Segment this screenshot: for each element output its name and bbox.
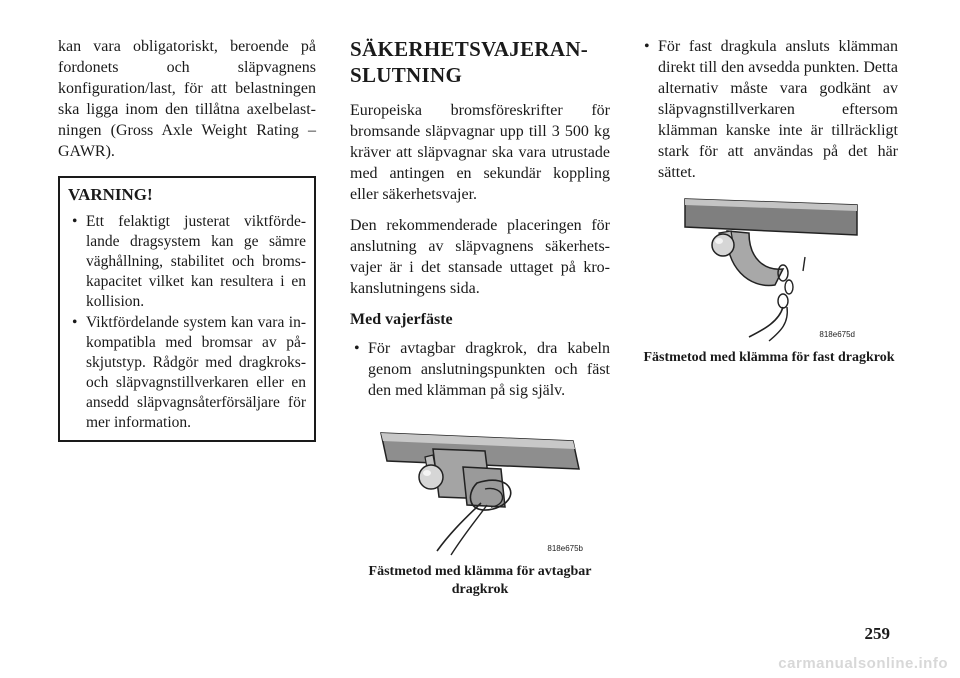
column-left [58,36,316,442]
body-paragraph: Den rekommenderade placeringen för anslutning av släpvagnens säkerhets-vajer är i det stansade uttaget på kro-kanslutningens sida. [350,217,610,297]
figure-caption: Fästmetod med klämma för fast dragkrok [643,350,895,365]
bullet-icon: • [354,340,360,357]
bullet-icon: • [644,38,650,55]
removable-hitch-illustration [373,411,587,557]
list-item-text: För fast dragkula ansluts klämman direkt till den avsedda punkten. Detta alternativ måste vara godkänt av släpvagnstillverkaren eftersom klämman kanske inte är tillräckligt stark för att användas på det här sättet. [658,38,898,181]
column-middle [350,36,610,599]
bullet-icon: • [72,213,78,230]
removable-hitch-figure [373,411,587,557]
section-heading: SÄKERHETSVAJERAN-SLUTNING [350,37,589,87]
figure-code: 818e675b [547,544,583,553]
bullet-list [640,36,898,183]
figure-code: 818e675d [819,330,855,339]
bullet-list [350,338,610,401]
bullet-icon: • [72,314,78,331]
warning-item-text: Ett felaktigt justerat viktförde-lande dragsystem kan ge sämre väghållning, stabilitet och broms-kapacitet vilket kan resultera i en kollision. [86,213,306,310]
figure-caption: Fästmetod med klämma för avtagbar dragkrok [368,564,592,597]
list-item [350,338,610,401]
warning-item-text: Viktfördelande system kan vara in-kompatibla med bromsar av på-skjutstyp. Rådgör med dragkroks- och släpvagnstillverkaren eller en ansedd släpvagnsåterförsäljare för mer information. [86,314,306,431]
body-paragraph: Europeiska bromsföreskrifter för bromsande släpvagnar upp till 3 500 kg kräver att släpvagnar ska vara utrustade med antingen en sekundär koppling eller säkerhetsvajer. [350,102,610,203]
subheading: Med vajerfäste [350,311,453,328]
warning-list [68,212,306,433]
column-right [640,36,898,367]
intro-paragraph: kan vara obligatoriskt, beroende på fordonets och släpvagnens konfiguration/last, för att belastningen ska ligga inom den tillåtna axelbelast-ningen (Gross Axle Weight Rating – GAWR). [58,38,316,160]
warning-box [58,176,316,442]
fixed-hitch-figure [679,197,859,343]
warning-item [68,212,306,312]
fixed-hitch-illustration [679,197,859,343]
warning-item [68,313,306,433]
list-item-text: För avtagbar dragkrok, dra kabeln genom anslutningspunkten och fäst den med klämman på sig själv. [368,340,610,399]
page-number: 259 [864,624,890,643]
list-item [640,36,898,183]
watermark: carmanualsonline.info [778,655,948,672]
warning-title: VARNING! [68,185,153,204]
